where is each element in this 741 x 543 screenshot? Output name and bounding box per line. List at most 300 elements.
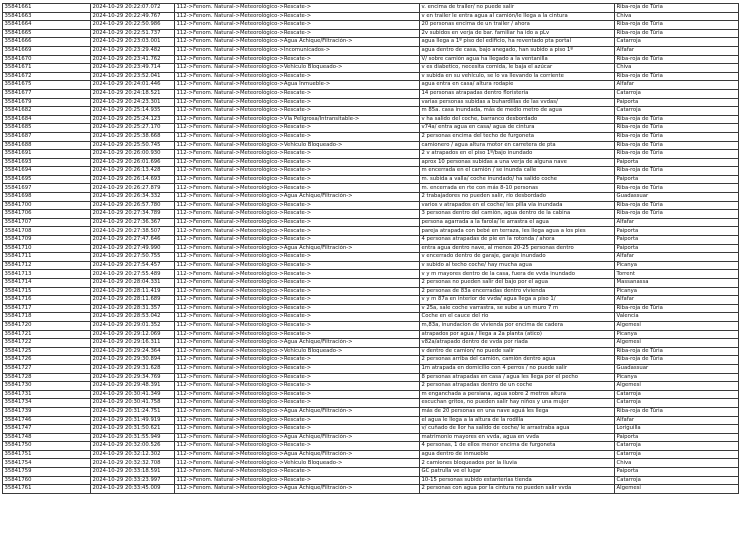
timestamp-cell: 2024-10-29 20:28:31.357 (91, 304, 175, 313)
incident-type-cell: 112->Fenom. Natural->Meteorológico->Rescate-> (175, 4, 420, 13)
incident-id-cell: 35841720 (3, 321, 91, 330)
incident-table (2, 3, 739, 494)
table-row (3, 64, 739, 73)
timestamp-cell: 2024-10-29 20:27:50.755 (91, 253, 175, 262)
description-cell: m. subida a valla/ coche inundado/ ha salido coche (420, 175, 615, 184)
incident-table-body (3, 4, 739, 494)
table-row (3, 339, 739, 348)
incident-type-cell: 112->Fenom. Natural->Meteorológico->Rescate-> (175, 218, 420, 227)
incident-id-cell: 35841711 (3, 253, 91, 262)
table-row (3, 150, 739, 159)
description-cell: v74a/ entra agua en casa/ agua de cintura (420, 124, 615, 133)
timestamp-cell: 2024-10-29 20:29:24.364 (91, 347, 175, 356)
table-row (3, 46, 739, 55)
timestamp-cell: 2024-10-29 20:27:36.367 (91, 218, 175, 227)
timestamp-cell: 2024-10-29 20:22:49.767 (91, 12, 175, 21)
municipality-cell: Catarroja (615, 476, 739, 485)
description-cell: 4 personas atrapadas de pie en la rotonda / ahora (420, 236, 615, 245)
incident-type-cell: 112->Fenom. Natural->Meteorológico->Rescate-> (175, 287, 420, 296)
description-cell: matrimonio mayores en vvda, agua en vvda (420, 433, 615, 442)
incident-type-cell: 112->Fenom. Natural->Meteorológico->Rescate-> (175, 55, 420, 64)
timestamp-cell: 2024-10-29 20:25:38.668 (91, 132, 175, 141)
incident-type-cell: 112->Fenom. Natural->Meteorológico->Rescate-> (175, 12, 420, 21)
incident-id-cell: 35841718 (3, 313, 91, 322)
incident-id-cell: 35841734 (3, 399, 91, 408)
description-cell: v 25a, sale coche varrastra, se sube a un muro 7 m (420, 304, 615, 313)
municipality-cell: Catarroja (615, 399, 739, 408)
municipality-cell: Algemesí (615, 321, 739, 330)
table-row (3, 304, 739, 313)
municipality-cell: Paiporta (615, 158, 739, 167)
municipality-cell: Paiporta (615, 227, 739, 236)
municipality-cell: Paiporta (615, 433, 739, 442)
description-cell: varios v atrapados en el coche/ les pilla vía inundada (420, 201, 615, 210)
table-row (3, 72, 739, 81)
incident-type-cell: 112->Fenom. Natural->Meteorológico->Rescate-> (175, 270, 420, 279)
description-cell: camionero / agua altura motor en carretera de pta (420, 141, 615, 150)
table-row (3, 55, 739, 64)
incident-id-cell: 35841726 (3, 356, 91, 365)
incident-id-cell: 35841706 (3, 210, 91, 219)
incident-type-cell: 112->Fenom. Natural->Meteorológico->Rescate-> (175, 261, 420, 270)
table-row (3, 89, 739, 98)
incident-type-cell: 112->Fenom. Natural->Meteorológico->Rescate-> (175, 72, 420, 81)
incident-id-cell: 35841747 (3, 425, 91, 434)
description-cell: v subida en su vehículo, se lo va llevando la corriente (420, 72, 615, 81)
description-cell: v en trailer le entra agua al camión/le llega a la cintura (420, 12, 615, 21)
incident-id-cell: 35841684 (3, 115, 91, 124)
incident-id-cell: 35841664 (3, 21, 91, 30)
municipality-cell: Riba-roja de Túria (615, 29, 739, 38)
municipality-cell: Paiporta (615, 175, 739, 184)
table-row (3, 167, 739, 176)
description-cell: 2v subidos en verja de bar. familiar ha ido a pLv (420, 29, 615, 38)
incident-type-cell: 112->Fenom. Natural->Meteorológico->Vehículo Bloqueado-> (175, 347, 420, 356)
timestamp-cell: 2024-10-29 20:30:41.349 (91, 390, 175, 399)
incident-type-cell: 112->Fenom. Natural->Meteorológico->Vehículo Bloqueado-> (175, 459, 420, 468)
timestamp-cell: 2024-10-29 20:27:49.990 (91, 244, 175, 253)
municipality-cell: Alfafar (615, 81, 739, 90)
timestamp-cell: 2024-10-29 20:29:34.769 (91, 373, 175, 382)
timestamp-cell: 2024-10-29 20:30:41.758 (91, 399, 175, 408)
incident-id-cell: 35841761 (3, 485, 91, 494)
table-row (3, 12, 739, 21)
municipality-cell: Riba-roja de Túria (615, 150, 739, 159)
municipality-cell: Alfafar (615, 296, 739, 305)
table-row (3, 296, 739, 305)
table-row (3, 29, 739, 38)
incident-id-cell: 35841759 (3, 468, 91, 477)
description-cell: agua entra en casa/ altura rodapie (420, 81, 615, 90)
incident-type-cell: 112->Fenom. Natural->Meteorológico->Rescate-> (175, 227, 420, 236)
description-cell: pareja atrapada con bebé en terraza, les llega agua a los pies (420, 227, 615, 236)
table-row (3, 407, 739, 416)
table-row (3, 184, 739, 193)
timestamp-cell: 2024-10-29 20:28:04.331 (91, 279, 175, 288)
incident-type-cell: 112->Fenom. Natural->Meteorológico->Agua Inmueble-> (175, 81, 420, 90)
table-row (3, 175, 739, 184)
table-row (3, 321, 739, 330)
incident-id-cell: 35841697 (3, 184, 91, 193)
table-row (3, 158, 739, 167)
timestamp-cell: 2024-10-29 20:29:31.628 (91, 364, 175, 373)
description-cell: más de 20 personas en una nave aguá les llega (420, 407, 615, 416)
timestamp-cell: 2024-10-29 20:26:13.428 (91, 167, 175, 176)
description-cell: 8 personas atrapadas en casa / agua les llega por el pecho (420, 373, 615, 382)
municipality-cell: Picanya (615, 330, 739, 339)
description-cell: agua dentro de casa, bajo anegado, han subido a piso 1º (420, 46, 615, 55)
incident-id-cell: 35841730 (3, 382, 91, 391)
timestamp-cell: 2024-10-29 20:32:00.526 (91, 442, 175, 451)
description-cell: 3 personas dentro del camión, agua dentro de la cabina (420, 210, 615, 219)
table-row (3, 201, 739, 210)
municipality-cell: Riba-roja de Túria (615, 304, 739, 313)
timestamp-cell: 2024-10-29 20:28:11.419 (91, 287, 175, 296)
incident-type-cell: 112->Fenom. Natural->Meteorológico->Rescate-> (175, 330, 420, 339)
timestamp-cell: 2024-10-29 20:29:48.391 (91, 382, 175, 391)
incident-id-cell: 35841751 (3, 450, 91, 459)
table-row (3, 450, 739, 459)
incident-id-cell: 35841754 (3, 459, 91, 468)
timestamp-cell: 2024-10-29 20:33:18.591 (91, 468, 175, 477)
municipality-cell: Catarroja (615, 38, 739, 47)
municipality-cell: Riba-roja de Túria (615, 184, 739, 193)
table-row (3, 313, 739, 322)
incident-type-cell: 112->Fenom. Natural->Meteorológico->Rescate-> (175, 175, 420, 184)
timestamp-cell: 2024-10-29 20:31:50.621 (91, 425, 175, 434)
table-row (3, 4, 739, 13)
description-cell: m enganchada a persiana, agua sobre 2 metros altura (420, 390, 615, 399)
incident-type-cell: 112->Fenom. Natural->Meteorológico->Rescate-> (175, 184, 420, 193)
incident-id-cell: 35841671 (3, 64, 91, 73)
incident-id-cell: 35841760 (3, 476, 91, 485)
description-cell: atrapados por agua / llega a 2a planta (atico) (420, 330, 615, 339)
municipality-cell: Riba-roja de Túria (615, 124, 739, 133)
description-cell: v subido al techo coche/ hay mucha agua (420, 261, 615, 270)
municipality-cell: Loriguilla (615, 425, 739, 434)
table-row (3, 244, 739, 253)
description-cell: v y m mayores dentro de la casa, fuera de vvda inundado (420, 270, 615, 279)
timestamp-cell: 2024-10-29 20:23:52.041 (91, 72, 175, 81)
description-cell: m 85a. casa inundada, más de medio metro de agua (420, 107, 615, 116)
incident-type-cell: 112->Fenom. Natural->Meteorológico->Agua Achique/Filtración-> (175, 433, 420, 442)
incident-id-cell: 35841685 (3, 124, 91, 133)
incident-type-cell: 112->Fenom. Natural->Meteorológico->Rescate-> (175, 167, 420, 176)
timestamp-cell: 2024-10-29 20:25:27.170 (91, 124, 175, 133)
incident-id-cell: 35841709 (3, 236, 91, 245)
incident-id-cell: 35841712 (3, 261, 91, 270)
timestamp-cell: 2024-10-29 20:26:14.693 (91, 175, 175, 184)
timestamp-cell: 2024-10-29 20:27:47.646 (91, 236, 175, 245)
incident-id-cell: 35841672 (3, 72, 91, 81)
description-cell: varias personas subidas a buhardillas de las vvdas/ (420, 98, 615, 107)
municipality-cell: Riba-roja de Túria (615, 72, 739, 81)
incident-id-cell: 35841707 (3, 218, 91, 227)
incident-id-cell: 35841728 (3, 373, 91, 382)
description-cell: v y m 87a en interior de vvda/ agua llega a piso 1/ (420, 296, 615, 305)
timestamp-cell: 2024-10-29 20:26:01.696 (91, 158, 175, 167)
table-row (3, 124, 739, 133)
incident-type-cell: 112->Fenom. Natural->Meteorológico->Agua Achique/Filtración-> (175, 244, 420, 253)
municipality-cell: Alfafar (615, 253, 739, 262)
municipality-cell: Paiporta (615, 236, 739, 245)
municipality-cell: Paiporta (615, 468, 739, 477)
description-cell: 10-15 personas subido estanterias tienda (420, 476, 615, 485)
description-cell: 2 personas encima del techo de furgoneta (420, 132, 615, 141)
timestamp-cell: 2024-10-29 20:26:57.780 (91, 201, 175, 210)
table-row (3, 287, 739, 296)
table-row (3, 210, 739, 219)
timestamp-cell: 2024-10-29 20:28:53.042 (91, 313, 175, 322)
description-cell: 2 personas de 83a encerradas dentro vivienda (420, 287, 615, 296)
table-row (3, 347, 739, 356)
incident-type-cell: 112->Fenom. Natural->Meteorológico->Agua Achique/Filtración-> (175, 38, 420, 47)
incident-id-cell: 35841739 (3, 407, 91, 416)
timestamp-cell: 2024-10-29 20:27:55.489 (91, 270, 175, 279)
table-row (3, 132, 739, 141)
municipality-cell: Paiporta (615, 244, 739, 253)
timestamp-cell: 2024-10-29 20:26:00.930 (91, 150, 175, 159)
incident-type-cell: 112->Fenom. Natural->Meteorológico->Rescate-> (175, 98, 420, 107)
table-row (3, 193, 739, 202)
table-row (3, 115, 739, 124)
municipality-cell: Catarroja (615, 89, 739, 98)
description-cell: v dentro de camion/ no puede salir (420, 347, 615, 356)
table-row (3, 442, 739, 451)
timestamp-cell: 2024-10-29 20:31:49.919 (91, 416, 175, 425)
incident-type-cell: 112->Fenom. Natural->Meteorológico->Incomunicados-> (175, 46, 420, 55)
timestamp-cell: 2024-10-29 20:33:23.997 (91, 476, 175, 485)
table-row (3, 425, 739, 434)
incident-type-cell: 112->Fenom. Natural->Meteorológico->Agua Achique/Filtración-> (175, 339, 420, 348)
timestamp-cell: 2024-10-29 20:22:51.737 (91, 29, 175, 38)
table-row (3, 236, 739, 245)
municipality-cell: Catarroja (615, 450, 739, 459)
municipality-cell: Valencia (615, 313, 739, 322)
incident-id-cell: 35841713 (3, 270, 91, 279)
incident-type-cell: 112->Fenom. Natural->Meteorológico->Rescate-> (175, 390, 420, 399)
description-cell: 2 v atrapados en el piso 1º/bajo inundado (420, 150, 615, 159)
table-row (3, 141, 739, 150)
incident-type-cell: 112->Fenom. Natural->Meteorológico->Rescate-> (175, 236, 420, 245)
incident-id-cell: 35841663 (3, 12, 91, 21)
municipality-cell: Torrent (615, 270, 739, 279)
incident-id-cell: 35841682 (3, 107, 91, 116)
timestamp-cell: 2024-10-29 20:32:32.708 (91, 459, 175, 468)
municipality-cell: Alfafar (615, 46, 739, 55)
timestamp-cell: 2024-10-29 20:31:55.949 (91, 433, 175, 442)
description-cell: aprox 10 personas subidas a una verja de alguna nave (420, 158, 615, 167)
incident-id-cell: 35841722 (3, 339, 91, 348)
timestamp-cell: 2024-10-29 20:25:50.745 (91, 141, 175, 150)
incident-id-cell: 35841715 (3, 287, 91, 296)
municipality-cell: Massanassa (615, 279, 739, 288)
incident-type-cell: 112->Fenom. Natural->Meteorológico->Rescate-> (175, 124, 420, 133)
description-cell: v. encima de trailer/ no puede salir (420, 4, 615, 13)
municipality-cell: Riba-roja de Túria (615, 201, 739, 210)
municipality-cell: Riba-roja de Túria (615, 407, 739, 416)
timestamp-cell: 2024-10-29 20:29:12.069 (91, 330, 175, 339)
timestamp-cell: 2024-10-29 20:25:14.935 (91, 107, 175, 116)
municipality-cell: Guadassuar (615, 193, 739, 202)
timestamp-cell: 2024-10-29 20:25:24.123 (91, 115, 175, 124)
table-row (3, 373, 739, 382)
incident-id-cell: 35841750 (3, 442, 91, 451)
municipality-cell: Algemesí (615, 339, 739, 348)
incident-type-cell: 112->Fenom. Natural->Meteorológico->Rescate-> (175, 21, 420, 30)
table-row (3, 218, 739, 227)
timestamp-cell: 2024-10-29 20:22:50.986 (91, 21, 175, 30)
table-row (3, 330, 739, 339)
incident-type-cell: 112->Fenom. Natural->Meteorológico->Agua Achique/Filtración-> (175, 450, 420, 459)
incident-id-cell: 35841698 (3, 193, 91, 202)
timestamp-cell: 2024-10-29 20:22:07.072 (91, 4, 175, 13)
incident-type-cell: 112->Fenom. Natural->Meteorológico->Vehículo Bloqueado-> (175, 64, 420, 73)
incident-type-cell: 112->Fenom. Natural->Meteorológico->Rescate-> (175, 89, 420, 98)
municipality-cell: Riba-roja de Túria (615, 347, 739, 356)
incident-type-cell: 112->Fenom. Natural->Meteorológico->Rescate-> (175, 321, 420, 330)
incident-id-cell: 35841661 (3, 4, 91, 13)
table-row (3, 416, 739, 425)
municipality-cell: Catarroja (615, 390, 739, 399)
incident-id-cell: 35841691 (3, 150, 91, 159)
timestamp-cell: 2024-10-29 20:26:27.879 (91, 184, 175, 193)
timestamp-cell: 2024-10-29 20:33:45.009 (91, 485, 175, 494)
incident-type-cell: 112->Fenom. Natural->Meteorológico->Vía Peligrosa/Intransitable-> (175, 115, 420, 124)
description-cell: m encerrada en el camión / se inunda calle (420, 167, 615, 176)
timestamp-cell: 2024-10-29 20:27:38.507 (91, 227, 175, 236)
incident-type-cell: 112->Fenom. Natural->Meteorológico->Rescate-> (175, 253, 420, 262)
municipality-cell: Algemesí (615, 485, 739, 494)
incident-id-cell: 35841688 (3, 141, 91, 150)
table-row (3, 356, 739, 365)
municipality-cell: Riba-roja de Túria (615, 356, 739, 365)
incident-type-cell: 112->Fenom. Natural->Meteorológico->Rescate-> (175, 313, 420, 322)
incident-id-cell: 35841694 (3, 167, 91, 176)
municipality-cell: Riba-roja de Túria (615, 167, 739, 176)
incident-type-cell: 112->Fenom. Natural->Meteorológico->Rescate-> (175, 399, 420, 408)
incident-id-cell: 35841721 (3, 330, 91, 339)
description-cell: m,83a, inundacion de vivienda por encima de cadera (420, 321, 615, 330)
incident-type-cell: 112->Fenom. Natural->Meteorológico->Rescate-> (175, 468, 420, 477)
municipality-cell: Picanya (615, 373, 739, 382)
description-cell: 14 personas atrapadas dentro floristería (420, 89, 615, 98)
timestamp-cell: 2024-10-29 20:31:24.751 (91, 407, 175, 416)
municipality-cell: Alfafar (615, 416, 739, 425)
table-row (3, 433, 739, 442)
incident-type-cell: 112->Fenom. Natural->Meteorológico->Agua Achique/Filtración-> (175, 485, 420, 494)
incident-id-cell: 35841669 (3, 46, 91, 55)
timestamp-cell: 2024-10-29 20:27:54.457 (91, 261, 175, 270)
description-cell: v es diabetico, necesita comida, le baja el azúcar (420, 64, 615, 73)
municipality-cell: Alfafar (615, 218, 739, 227)
timestamp-cell: 2024-10-29 20:23:49.714 (91, 64, 175, 73)
municipality-cell: Catarroja (615, 107, 739, 116)
incident-type-cell: 112->Fenom. Natural->Meteorológico->Rescate-> (175, 210, 420, 219)
description-cell: 2 personas no pueden salir del bajo por el agua (420, 279, 615, 288)
incident-id-cell: 35841727 (3, 364, 91, 373)
incident-type-cell: 112->Fenom. Natural->Meteorológico->Rescate-> (175, 442, 420, 451)
description-cell: 2 personas atrapadas dentro de un coche (420, 382, 615, 391)
table-row (3, 279, 739, 288)
table-row (3, 270, 739, 279)
description-cell: 2 trabajadores no pueden salir, río desbordado (420, 193, 615, 202)
description-cell: GC patrulla ve el lugar (420, 468, 615, 477)
timestamp-cell: 2024-10-29 20:29:30.894 (91, 356, 175, 365)
incident-id-cell: 35841677 (3, 89, 91, 98)
incident-type-cell: 112->Fenom. Natural->Meteorológico->Agua Achique/Filtración-> (175, 193, 420, 202)
incident-id-cell: 35841675 (3, 81, 91, 90)
description-cell: 2 personas con agua por la cintura no pueden salir vvda (420, 485, 615, 494)
incident-type-cell: 112->Fenom. Natural->Meteorológico->Rescate-> (175, 425, 420, 434)
description-cell: m. encerrada en rte con más 8-10 personas (420, 184, 615, 193)
incident-id-cell: 35841746 (3, 416, 91, 425)
description-cell: agua dentro de inmueble (420, 450, 615, 459)
description-cell: escuchan gritos, no pueden salir hay niños y una mujer (420, 399, 615, 408)
table-row (3, 390, 739, 399)
description-cell: v82a/atrapado dentro de vvda por riada (420, 339, 615, 348)
description-cell: persona agarrada a la farola/ le arrastra el agua (420, 218, 615, 227)
table-row (3, 21, 739, 30)
timestamp-cell: 2024-10-29 20:32:12.302 (91, 450, 175, 459)
timestamp-cell: 2024-10-29 20:29:01.352 (91, 321, 175, 330)
timestamp-cell: 2024-10-29 20:23:03.001 (91, 38, 175, 47)
incident-type-cell: 112->Fenom. Natural->Meteorológico->Rescate-> (175, 296, 420, 305)
description-cell: Coche en el cauce del rio (420, 313, 615, 322)
timestamp-cell: 2024-10-29 20:24:23.301 (91, 98, 175, 107)
incident-id-cell: 35841693 (3, 158, 91, 167)
municipality-cell: Riba-roja de Túria (615, 132, 739, 141)
table-row (3, 107, 739, 116)
municipality-cell: Chiva (615, 64, 739, 73)
description-cell: V/ sobre camión agua ha llegado a la ventanilla (420, 55, 615, 64)
municipality-cell: Algemesí (615, 382, 739, 391)
table-row (3, 459, 739, 468)
table-row (3, 468, 739, 477)
municipality-cell: Riba-roja de Túria (615, 4, 739, 13)
table-row (3, 38, 739, 47)
municipality-cell: Riba-roja de Túria (615, 21, 739, 30)
table-row (3, 364, 739, 373)
description-cell: 20 personas encima de un trailer / ahora (420, 21, 615, 30)
timestamp-cell: 2024-10-29 20:24:01.446 (91, 81, 175, 90)
description-cell: 2 personas arriba del camión, camión dentro agua (420, 356, 615, 365)
description-cell: 1m atrapada en domicilio con 4 perros / no puede salir (420, 364, 615, 373)
municipality-cell: Chiva (615, 459, 739, 468)
incident-id-cell: 35841717 (3, 304, 91, 313)
incident-id-cell: 35841679 (3, 98, 91, 107)
timestamp-cell: 2024-10-29 20:28:11.689 (91, 296, 175, 305)
timestamp-cell: 2024-10-29 20:26:34.332 (91, 193, 175, 202)
incident-type-cell: 112->Fenom. Natural->Meteorológico->Rescate-> (175, 476, 420, 485)
incident-id-cell: 35841695 (3, 175, 91, 184)
timestamp-cell: 2024-10-29 20:24:18.521 (91, 89, 175, 98)
incident-type-cell: 112->Fenom. Natural->Meteorológico->Rescate-> (175, 158, 420, 167)
incident-type-cell: 112->Fenom. Natural->Meteorológico->Vehículo Bloqueado-> (175, 141, 420, 150)
description-cell: 2 camiones bloqueados por la lluvia (420, 459, 615, 468)
table-row (3, 81, 739, 90)
incident-id-cell: 35841670 (3, 55, 91, 64)
table-row (3, 382, 739, 391)
incident-type-cell: 112->Fenom. Natural->Meteorológico->Rescate-> (175, 29, 420, 38)
incident-type-cell: 112->Fenom. Natural->Meteorológico->Rescate-> (175, 356, 420, 365)
incident-id-cell: 35841666 (3, 38, 91, 47)
incident-type-cell: 112->Fenom. Natural->Meteorológico->Rescate-> (175, 279, 420, 288)
description-cell: 4 personas, 1 de ellos menor encima de furgoneta (420, 442, 615, 451)
table-row (3, 253, 739, 262)
municipality-cell: Picanya (615, 261, 739, 270)
description-cell: agua llega a 1º piso del edificio, ha reventado pta portal (420, 38, 615, 47)
